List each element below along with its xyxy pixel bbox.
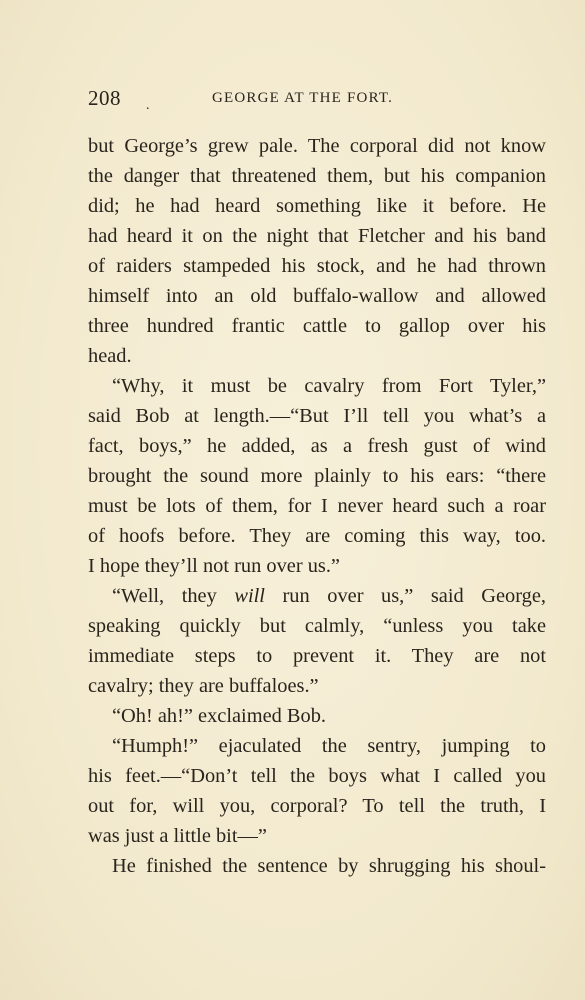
page-header xyxy=(88,86,548,116)
text-line: fact, boys,” he added, as a fresh gust of wind xyxy=(88,435,546,457)
text-line: said Bob at length.—“But I’ll tell you what’s a xyxy=(88,405,546,427)
emphasis-word: will xyxy=(234,585,265,607)
text-line: but George’s grew pale. The corporal did not know xyxy=(88,135,546,157)
text-line: He finished the sentence by shrugging his shoul- xyxy=(112,855,546,877)
text-line: the danger that threatened them, but his companion xyxy=(88,165,546,187)
text-line: immediate steps to prevent it. They are not xyxy=(88,645,546,667)
text-segment: run over us,” said George, xyxy=(264,585,546,607)
text-line: cavalry; they are buffaloes.” xyxy=(88,675,319,697)
text-line: was just a little bit—” xyxy=(88,825,267,847)
text-line: out for, will you, corporal? To tell the truth, I xyxy=(88,795,546,817)
text-line: of raiders stampeded his stock, and he had thrown xyxy=(88,255,546,277)
header-dot: . xyxy=(146,98,150,113)
page-number: 208 xyxy=(88,86,121,110)
text-line: had heard it on the night that Fletcher and his band xyxy=(88,225,546,247)
text-line: speaking quickly but calmly, “unless you take xyxy=(88,615,546,637)
text-line: “Why, it must be cavalry from Fort Tyler,” xyxy=(112,375,546,397)
text-line: “Oh! ah!” exclaimed Bob. xyxy=(112,705,327,727)
text-line: I hope they’ll not run over us.” xyxy=(88,555,340,577)
text-line: brought the sound more plainly to his ears: “there xyxy=(88,465,546,487)
text-line: “Humph!” ejaculated the sentry, jumping to xyxy=(112,735,546,757)
text-segment: “Well, they xyxy=(112,585,235,607)
text-line: did; he had heard something like it before. He xyxy=(88,195,546,217)
text-line: his feet.—“Don’t tell the boys what I called you xyxy=(88,765,546,787)
text-line: himself into an old buffalo-wallow and allowed xyxy=(88,285,546,307)
body-text xyxy=(88,131,546,881)
text-line: three hundred frantic cattle to gallop over his xyxy=(88,315,546,337)
text-line: of hoofs before. They are coming this way, too. xyxy=(88,525,546,547)
text-line xyxy=(88,581,546,611)
text-line: must be lots of them, for I never heard such a roar xyxy=(88,495,546,517)
running-head: GEORGE AT THE FORT. xyxy=(212,90,394,106)
text-line: head. xyxy=(88,345,132,367)
